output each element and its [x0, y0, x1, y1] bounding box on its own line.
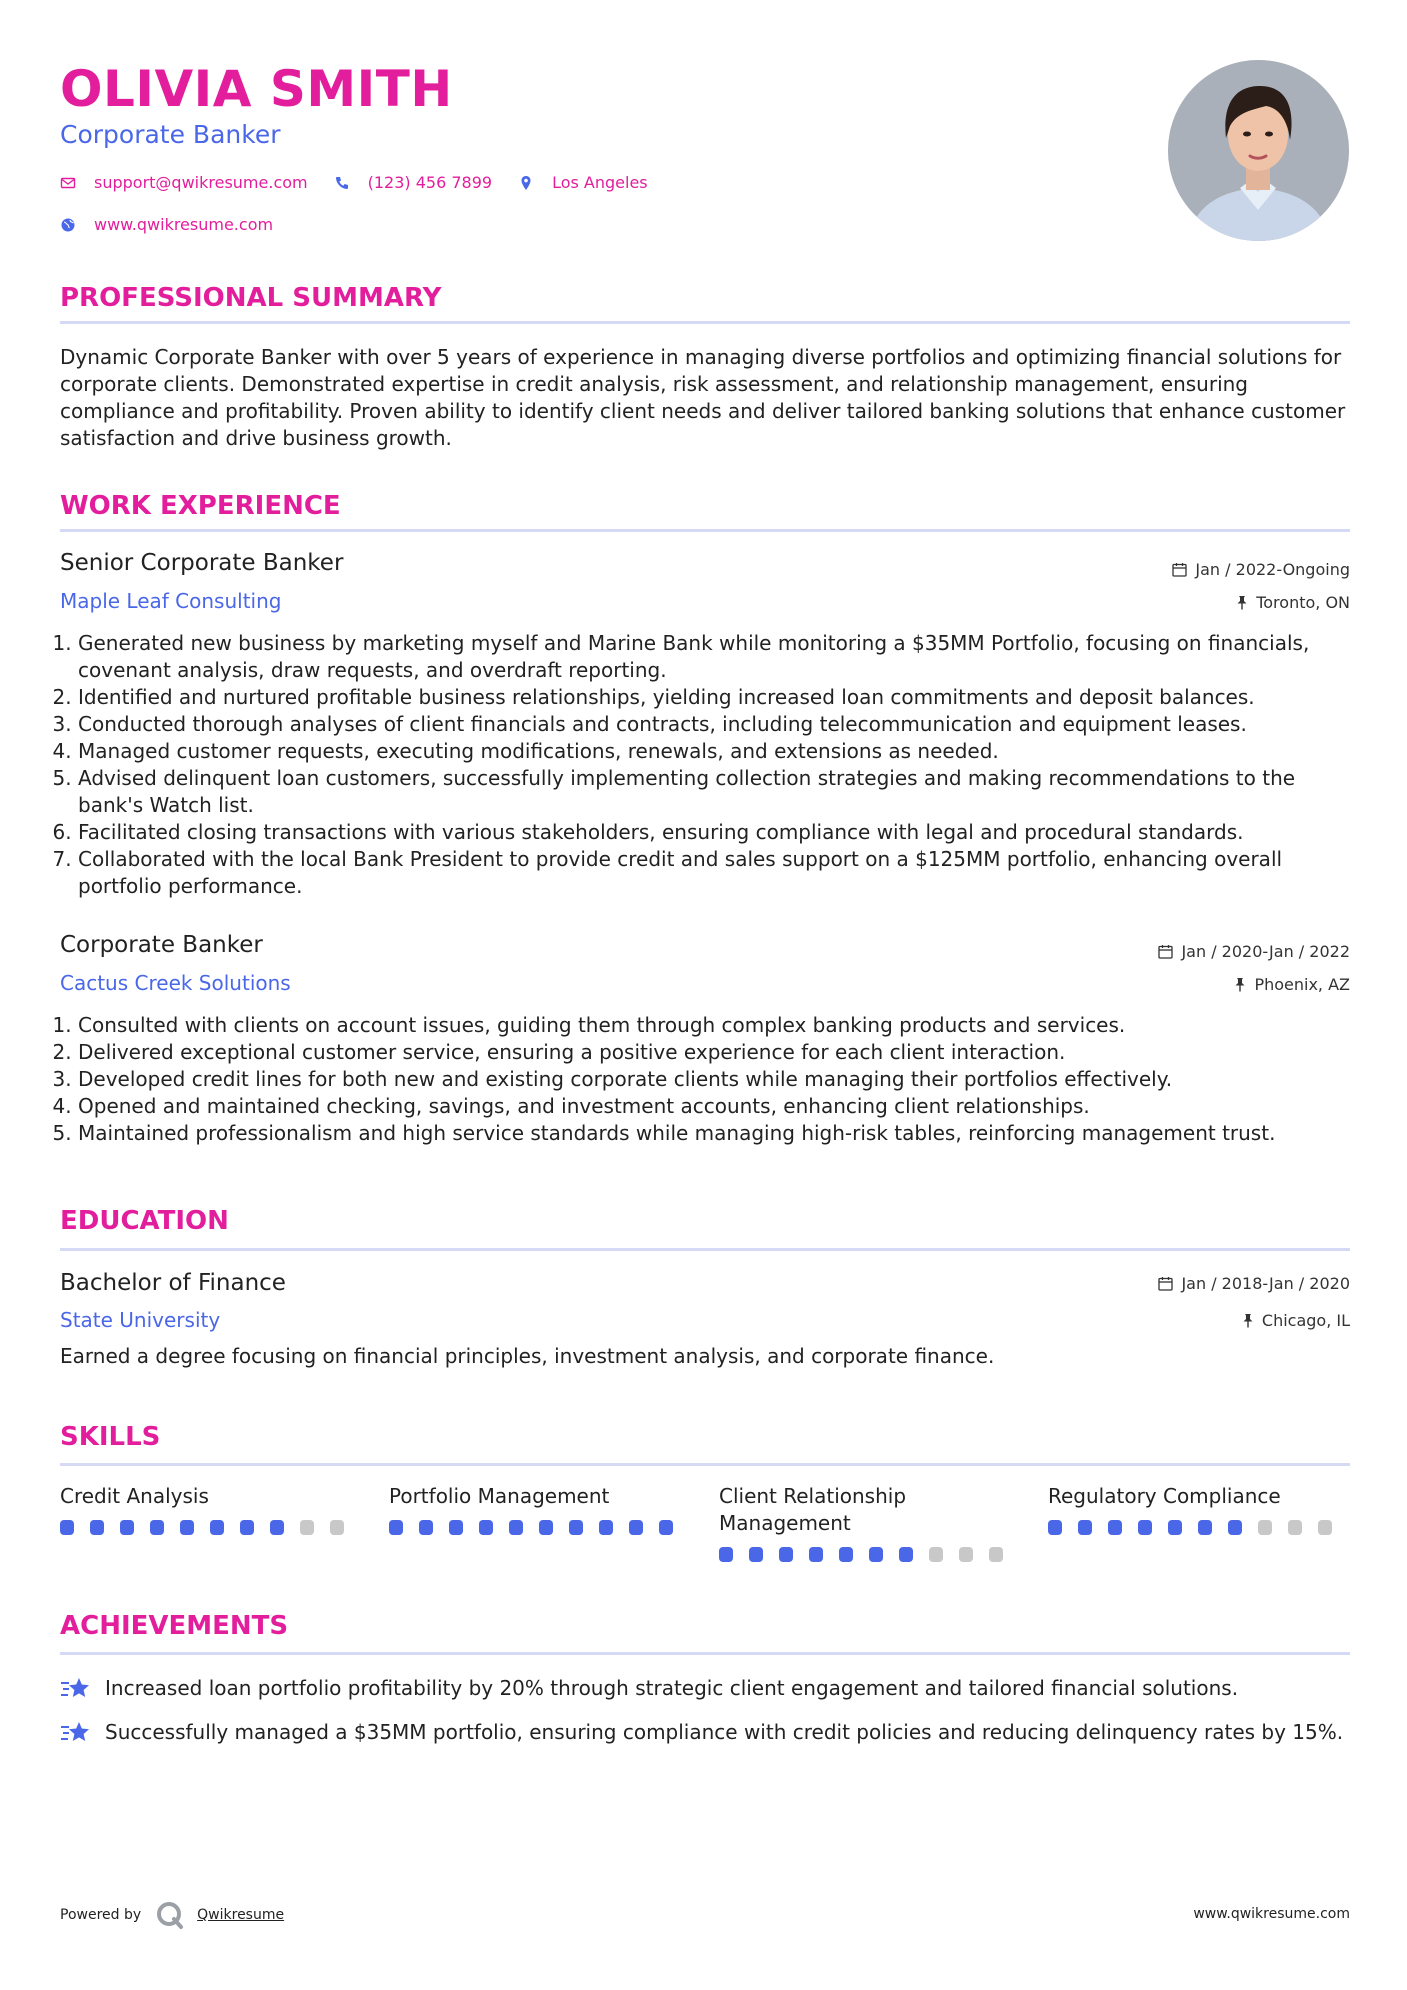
company-name: Cactus Creek Solutions [60, 971, 291, 995]
skill-item [60, 1483, 360, 1535]
skill-dot-filled [1138, 1520, 1152, 1535]
list-item: 5. Advised delinquent loan customers, successfully implementing collection strategies and making recommendations to the bank's Watch list. [78, 765, 1350, 819]
skill-dot-filled [1078, 1520, 1092, 1535]
location-text: Los Angeles [552, 173, 648, 192]
skill-dot-filled [150, 1520, 164, 1535]
profile-photo [1168, 60, 1349, 241]
company-name: Maple Leaf Consulting [60, 589, 282, 613]
skill-rating [389, 1520, 689, 1535]
skill-dot-filled [479, 1520, 493, 1535]
skill-dot-filled [749, 1547, 763, 1562]
education-description: Earned a degree focusing on financial principles, investment analysis, and corporate finance. [60, 1344, 995, 1368]
skill-rating [60, 1520, 360, 1535]
globe-icon [60, 217, 76, 233]
skill-dot-filled [90, 1520, 104, 1535]
skill-dot-filled [599, 1520, 613, 1535]
list-item: 5. Maintained professionalism and high service standards while managing high-risk tables, reinforcing management trust. [78, 1120, 1350, 1147]
education-dates [1158, 1274, 1350, 1293]
skill-name: Regulatory Compliance [1048, 1484, 1281, 1508]
skill-name: Credit Analysis [60, 1484, 209, 1508]
qwikresume-link[interactable]: Qwikresume [197, 1907, 285, 1923]
skill-dot-filled [1228, 1520, 1242, 1535]
powered-by [60, 1900, 284, 1930]
skill-rating [719, 1547, 1019, 1562]
skill-dot-empty [989, 1547, 1003, 1562]
skill-dot-filled [1048, 1520, 1062, 1535]
job-location [1236, 593, 1350, 612]
qwikresume-logo-icon [155, 1900, 185, 1930]
star-achievement-icon [60, 1675, 92, 1703]
skill-item [389, 1483, 689, 1535]
phone-number[interactable]: (123) 456 7899 [367, 173, 493, 192]
skill-dot-filled [779, 1547, 793, 1562]
skill-item [719, 1483, 1019, 1562]
job-dates [1158, 942, 1350, 961]
section-divider [60, 529, 1350, 532]
job-location [1234, 975, 1350, 994]
skill-dot-filled [60, 1520, 74, 1535]
contact-row [60, 173, 674, 192]
skill-dot-filled [899, 1547, 913, 1562]
skill-dot-filled [719, 1547, 733, 1562]
list-item: 6. Facilitated closing transactions with various stakeholders, ensuring compliance with legal and procedural standards. [78, 819, 1350, 846]
section-divider [60, 321, 1350, 324]
skill-dot-empty [1288, 1520, 1302, 1535]
job-bullets [60, 1012, 1350, 1147]
skill-rating [1048, 1520, 1348, 1535]
calendar-icon [1158, 1276, 1173, 1291]
skill-dot-filled [869, 1547, 883, 1562]
calendar-icon [1172, 562, 1187, 577]
education-location-text: Chicago, IL [1261, 1311, 1350, 1330]
skill-dot-empty [959, 1547, 973, 1562]
candidate-name: OLIVIA SMITH [60, 60, 453, 118]
achievement-item [60, 1719, 1350, 1747]
star-achievement-icon [60, 1719, 92, 1747]
skill-dot-filled [539, 1520, 553, 1535]
skill-dot-empty [1318, 1520, 1332, 1535]
list-item: 3. Developed credit lines for both new and existing corporate clients while managing their portfolios effectively. [78, 1066, 1350, 1093]
job-dates-text: Jan / 2022-Ongoing [1195, 560, 1350, 579]
school-name: State University [60, 1308, 221, 1332]
list-item: 2. Identified and nurtured profitable business relationships, yielding increased loan commitments and deposit balances. [78, 684, 1350, 711]
job-location-text: Phoenix, AZ [1254, 975, 1350, 994]
education-location [1242, 1311, 1350, 1330]
pushpin-icon [1236, 595, 1248, 610]
skill-dot-filled [240, 1520, 254, 1535]
skill-dot-filled [449, 1520, 463, 1535]
skill-name: Client Relationship Management [719, 1484, 907, 1535]
calendar-icon [1158, 944, 1173, 959]
experience-heading: WORK EXPERIENCE [60, 491, 341, 521]
pushpin-icon [1242, 1313, 1254, 1328]
job-dates [1172, 560, 1350, 579]
list-item: 4. Managed customer requests, executing modifications, renewals, and extensions as needed. [78, 738, 1350, 765]
skill-dot-filled [210, 1520, 224, 1535]
skill-dot-filled [1168, 1520, 1182, 1535]
skill-dot-empty [1258, 1520, 1272, 1535]
achievement-item [60, 1675, 1350, 1703]
email-link[interactable]: support@qwikresume.com [94, 173, 308, 192]
education-dates-text: Jan / 2018-Jan / 2020 [1181, 1274, 1350, 1293]
skill-dot-empty [929, 1547, 943, 1562]
job-bullets [60, 630, 1350, 900]
list-item: 1. Consulted with clients on account issues, guiding them through complex banking products and services. [78, 1012, 1350, 1039]
skill-name: Portfolio Management [389, 1484, 610, 1508]
job-title: Corporate Banker [60, 932, 263, 958]
section-divider [60, 1652, 1350, 1655]
skill-dot-filled [629, 1520, 643, 1535]
email-icon [60, 175, 76, 191]
skills-heading: SKILLS [60, 1422, 161, 1452]
powered-by-label: Powered by [60, 1907, 142, 1923]
skill-dot-filled [270, 1520, 284, 1535]
skill-dot-filled [419, 1520, 433, 1535]
location-pin-icon [518, 175, 534, 191]
candidate-title: Corporate Banker [60, 120, 281, 149]
footer-website[interactable]: www.qwikresume.com [1193, 1906, 1350, 1922]
phone-icon [334, 175, 350, 191]
skill-item [1048, 1483, 1348, 1535]
skill-dot-filled [180, 1520, 194, 1535]
website-link[interactable]: www.qwikresume.com [94, 215, 274, 234]
job-title: Senior Corporate Banker [60, 550, 344, 576]
skill-dot-filled [839, 1547, 853, 1562]
achievements-heading: ACHIEVEMENTS [60, 1611, 289, 1641]
summary-heading: PROFESSIONAL SUMMARY [60, 283, 442, 313]
skill-dot-filled [120, 1520, 134, 1535]
list-item: 1. Generated new business by marketing myself and Marine Bank while monitoring a $35MM Portfolio, focusing on financials, covenant analysis, draw requests, and overdraft reporting. [78, 630, 1350, 684]
skill-dot-filled [659, 1520, 673, 1535]
skill-dot-empty [300, 1520, 314, 1535]
skill-dot-filled [1198, 1520, 1212, 1535]
achievement-text: Successfully managed a $35MM portfolio, ensuring compliance with credit policies and reducing delinquency rates by 15%. [105, 1720, 1344, 1744]
pushpin-icon [1234, 977, 1246, 992]
skill-dot-filled [389, 1520, 403, 1535]
skill-dot-filled [1108, 1520, 1122, 1535]
website-row [60, 215, 299, 234]
job-location-text: Toronto, ON [1256, 593, 1350, 612]
section-divider [60, 1248, 1350, 1251]
section-divider [60, 1463, 1350, 1466]
job-dates-text: Jan / 2020-Jan / 2022 [1181, 942, 1350, 961]
degree-title: Bachelor of Finance [60, 1270, 286, 1296]
list-item: 2. Delivered exceptional customer service, ensuring a positive experience for each client interaction. [78, 1039, 1350, 1066]
skill-dot-filled [809, 1547, 823, 1562]
summary-text: Dynamic Corporate Banker with over 5 years of experience in managing diverse portfolios and optimizing financial solutions for corporate clients. Demonstrated expertise in credit analysis, risk assessment, and relationship management, ensuring compliance and profitability. Proven ability to identify client needs and deliver tailored banking solutions that enhance customer satisfaction and drive business growth. [60, 345, 1346, 450]
achievement-text: Increased loan portfolio profitability by 20% through strategic client engagement and tailored financial solutions. [105, 1676, 1239, 1700]
list-item: 4. Opened and maintained checking, savings, and investment accounts, enhancing client relationships. [78, 1093, 1350, 1120]
skill-dot-filled [509, 1520, 523, 1535]
skill-dot-filled [569, 1520, 583, 1535]
list-item: 7. Collaborated with the local Bank President to provide credit and sales support on a $125MM portfolio, enhancing overall portfolio performance. [78, 846, 1350, 900]
education-heading: EDUCATION [60, 1206, 229, 1236]
skill-dot-empty [330, 1520, 344, 1535]
list-item: 3. Conducted thorough analyses of client financials and contracts, including telecommunication and equipment leases. [78, 711, 1350, 738]
